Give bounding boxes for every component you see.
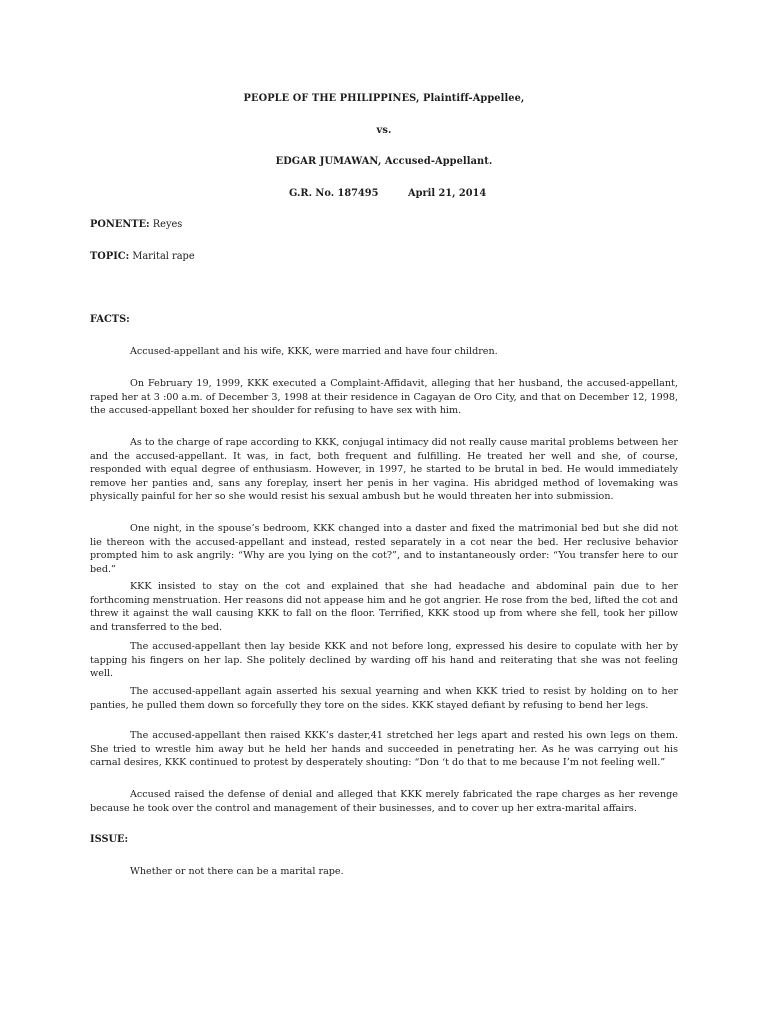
topic-value: Marital rape (132, 251, 195, 262)
facts-paragraph: On February 19, 1999, KKK executed a Complaint-Affidavit, alleging that her husband, the accused-appellant, raped her at 3 :00 a.m. of December 3, 1998 at their residence in Cagayan de Oro City, and that on December 12, 1998, the accused-appellant boxed her shoulder for refusing to have sex with him. (90, 378, 678, 417)
ponente-label: PONENTE: (90, 219, 150, 230)
case-versus: vs. (376, 125, 392, 136)
case-gr-number: G.R. No. 187495 (289, 188, 379, 199)
ponente-value: Reyes (152, 219, 183, 230)
ponente-line (90, 219, 182, 230)
facts-paragraph: Accused-appellant and his wife, KKK, were married and have four children. (130, 346, 498, 357)
facts-paragraph: The accused-appellant then lay beside KKK and not before long, expressed his desire to copulate with her by tapping his fingers on her lap. She politely declined by warding off his hand and reiterating that she was not feeling well. (90, 641, 678, 680)
facts-paragraph: As to the charge of rape according to KKK, conjugal intimacy did not really cause marital problems between her and the accused-appellant. It was, in fact, both frequent and fulfilling. He treated her well and she, of course, responded with equal degree of enthusiasm. However, in 1997, he started to be brutal in bed. He would immediately remove her panties and, sans any foreplay, insert her penis in her vagina. His abridged method of lovemaking was physically painful for her so she would resist his sexual ambush but he would threaten her into submission. (90, 437, 678, 503)
issue-heading: ISSUE: (90, 834, 129, 845)
facts-paragraph: Accused raised the defense of denial and alleged that KKK merely fabricated the rape charges as her revenge because he took over the control and management of their businesses, and to cover up her extra-marital affairs. (90, 789, 678, 814)
facts-paragraph: The accused-appellant then raised KKK’s daster,41 stretched her legs apart and rested his own legs on them. She tried to wrestle him away but he held her hands and succeeded in penetrating her. As he was carrying out his carnal desires, KKK continued to protest by desperately shouting: “Don ‘t do that to me because I’m not feeling well.” (90, 730, 678, 769)
facts-paragraph: The accused-appellant again asserted his sexual yearning and when KKK tried to resist by holding on to her panties, he pulled them down so forcefully they tore on the sides. KKK stayed defiant by refusing to bend her legs. (90, 686, 678, 711)
topic-line (90, 251, 195, 262)
facts-heading: FACTS: (90, 314, 130, 325)
issue-paragraph: Whether or not there can be a marital rape. (130, 866, 344, 877)
facts-paragraph: KKK insisted to stay on the cot and explained that she had headache and abdominal pain due to her forthcoming menstruation. Her reasons did not appease him and he got angrier. He rose from the bed, lifted the cot and threw it against the wall causing KKK to fall on the floor. Terrified, KKK stood up from where she fell, took her pillow and transferred to the bed. (90, 581, 678, 633)
case-date: April 21, 2014 (408, 188, 487, 199)
case-accused: EDGAR JUMAWAN, Accused-Appellant. (275, 156, 493, 167)
facts-paragraph: One night, in the spouse’s bedroom, KKK changed into a daster and fixed the matrimonial bed but she did not lie thereon with the accused-appellant and instead, rested separately in a cot near the bed. Her reclusive behavior prompted him to ask angrily: “Why are you lying on the cot?”, and to instantaneously order: “You transfer here to our bed.” (90, 523, 678, 575)
case-plaintiff: PEOPLE OF THE PHILIPPINES, Plaintiff-Appellee, (243, 93, 525, 104)
topic-label: TOPIC: (90, 251, 130, 262)
